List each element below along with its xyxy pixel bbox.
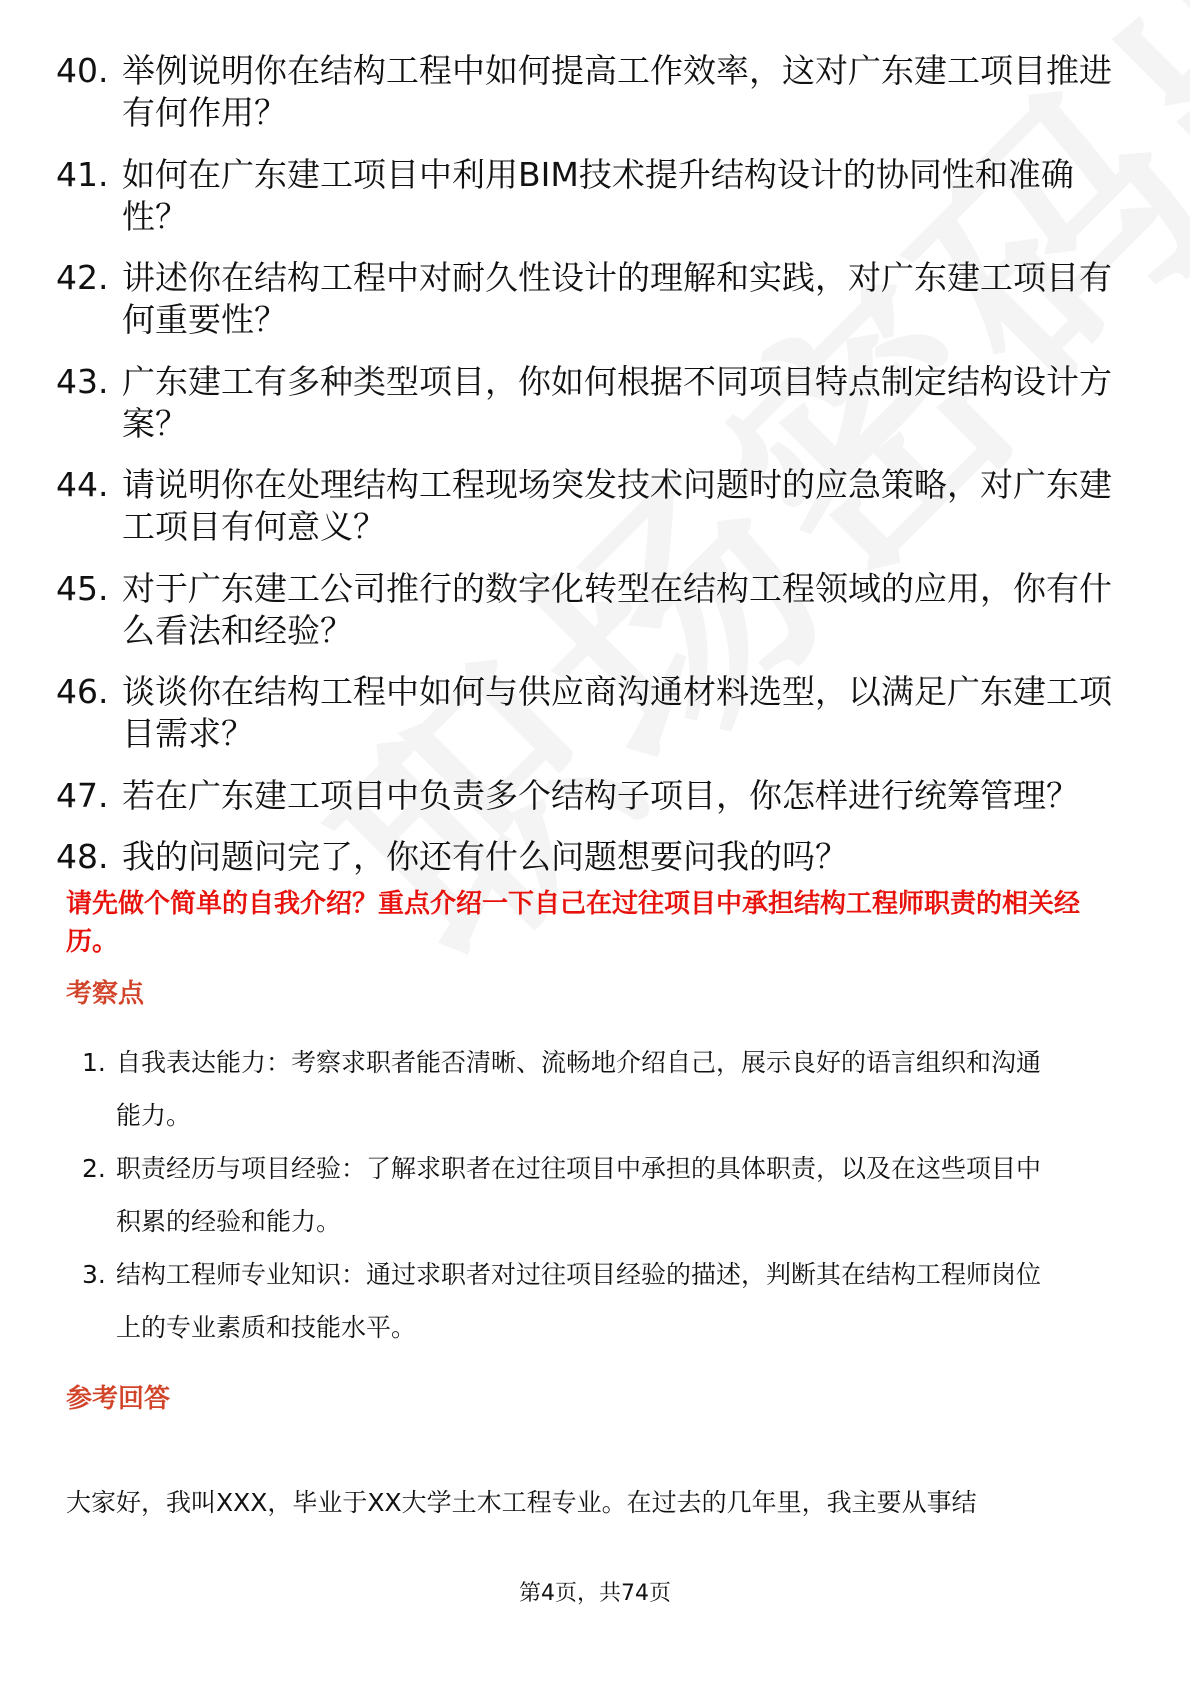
question-number: 45. xyxy=(56,568,109,608)
question-number: 47. xyxy=(56,775,109,815)
question-number: 46. xyxy=(56,672,109,711)
question-text: 广东建工有多种类型项目，你如何根据不同项目特点制定结构设计方案？ xyxy=(122,361,1112,443)
question-text: 若在广东建工项目中负责多个结构子项目，你怎样进行统筹管理？ xyxy=(122,775,1079,815)
section-title: 请先做个简单的自我介绍？重点介绍一下自己在过往项目中承担结构工程师职责的相关经历。 xyxy=(66,889,1081,957)
question-number: 44. xyxy=(56,465,109,504)
question-number: 41. xyxy=(56,154,109,194)
points-heading: 考察点 xyxy=(66,979,145,1009)
point-item xyxy=(82,1036,1042,1142)
question-item xyxy=(56,775,1136,817)
question-text: 举例说明你在结构工程中如何提高工作效率，这对广东建工项目推进有何作用？ xyxy=(122,51,1112,132)
question-number: 42. xyxy=(56,258,109,297)
question-number: 48. xyxy=(56,837,109,876)
answer-heading: 参考回答 xyxy=(66,1384,171,1414)
question-item xyxy=(56,464,1136,548)
question-text: 我的问题问完了，你还有什么问题想要问我的吗？ xyxy=(122,837,848,876)
question-item xyxy=(56,671,1136,755)
point-number: 3. xyxy=(82,1260,106,1289)
point-text: 职责经历与项目经验：了解求职者在过往项目中承担的具体职责，以及在这些项目中积累的经验和能力。 xyxy=(116,1154,1042,1236)
point-number: 1. xyxy=(82,1048,106,1077)
question-item xyxy=(56,568,1136,652)
point-text: 自我表达能力：考察求职者能否清晰、流畅地介绍自己，展示良好的语言组织和沟通能力。 xyxy=(116,1048,1042,1130)
question-text: 讲述你在结构工程中对耐久性设计的理解和实践，对广东建工项目有何重要性？ xyxy=(122,258,1112,339)
question-item xyxy=(56,836,1136,878)
question-text: 对于广东建工公司推行的数字化转型在结构工程领域的应用，你有什么看法和经验？ xyxy=(122,568,1112,650)
question-item xyxy=(56,50,1136,134)
point-item xyxy=(82,1248,1042,1354)
point-item xyxy=(82,1142,1042,1248)
question-item xyxy=(56,257,1136,341)
points-list xyxy=(82,1036,1042,1354)
question-text: 谈谈你在结构工程中如何与供应商沟通材料选型，以满足广东建工项目需求？ xyxy=(122,672,1112,753)
point-number: 2. xyxy=(82,1154,106,1183)
question-list xyxy=(56,50,1136,898)
question-text: 如何在广东建工项目中利用BIM技术提升结构设计的协同性和准确性？ xyxy=(122,154,1074,236)
question-number: 43. xyxy=(56,361,109,401)
question-number: 40. xyxy=(56,51,109,90)
answer-text: 大家好，我叫XXX，毕业于XX大学土木工程专业。在过去的几年里，我主要从事结 xyxy=(66,1488,977,1517)
question-text: 请说明你在处理结构工程现场突发技术问题时的应急策略，对广东建工项目有何意义？ xyxy=(122,465,1112,546)
question-item xyxy=(56,361,1136,445)
question-item xyxy=(56,154,1136,238)
point-text: 结构工程师专业知识：通过求职者对过往项目经验的描述，判断其在结构工程师岗位上的专业素质和技能水平。 xyxy=(116,1260,1042,1342)
page-footer: 第4页，共74页 xyxy=(519,1581,671,1606)
